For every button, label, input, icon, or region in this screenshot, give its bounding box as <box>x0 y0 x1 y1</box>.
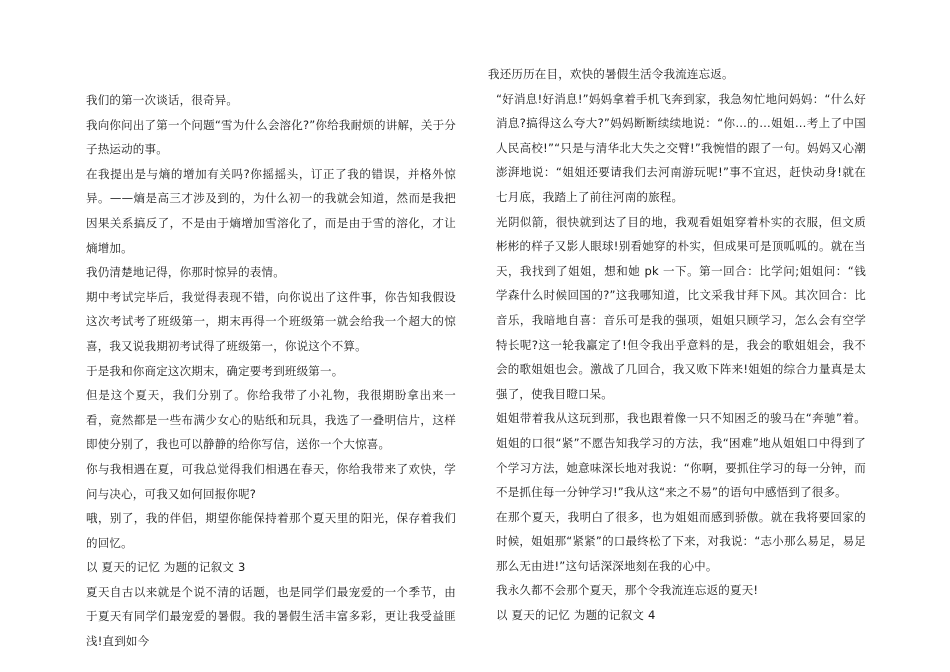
paragraph: 期中考试完毕后，我觉得表现不错，向你说出了这件事，你告知我假设这次考试考了班级第一，期末再得一个班级第一就会给我一个超大的惊喜，我又说我期初考试得了班级第一，你说这个不算。 <box>86 289 456 353</box>
paragraph: 于是我和你商定这次期末，确定要考到班级第一。 <box>86 363 344 378</box>
paragraph: 姐姐带着我从这玩到那，我也跟着像一只不知困乏的骏马在“奔驰”着。姐姐的口很“紧”不愿告知我学习的方法，我“困难”地从姐姐口中得到了个学习方法，她意味深长地对我说：“你啊，要抓住学习的每一分钟，而不是抓住每一分钟学习!”我从这“来之不易”的语句中感悟到了很多。 <box>496 411 866 500</box>
section-heading: 以 夏天的记忆 为题的记叙文 4 <box>496 608 656 623</box>
paragraph: 哦，别了，我的伴侣，期望你能保持着那个夏天里的阳光，保存着我们的回忆。 <box>86 511 456 550</box>
right-column <box>488 62 866 628</box>
left-column <box>78 88 456 654</box>
paragraph: “好消息!好消息!”妈妈拿着手机飞奔到家，我急匆忙地问妈妈：“什么好消息?搞得这么夸大?”妈妈断断续续地说：“你…的…姐姐…考上了中国人民高校!”“只是与清华北大失之交臂!”我惋惜的跟了一句。妈妈又心潮澎湃地说：“姐姐还要请我们去河南游玩呢!”事不宜迟，赶快动身!就在七月底，我踏上了前往河南的旅程。 <box>496 91 866 204</box>
paragraph: 你与我相遇在夏，可我总觉得我们相遇在春天，你给我带来了欢快，学问与决心，可我又如何回报你呢? <box>86 461 456 501</box>
paragraph: 我永久都不会那个夏天，那个令我流连忘返的夏天! <box>496 583 759 598</box>
section-heading: 以 夏天的记忆 为题的记叙文 3 <box>86 560 246 575</box>
paragraph: 但是这个夏天，我们分别了。你给我带了小礼物，我很期盼拿出来一看，竟然都是一些布满少女心的贴纸和玩具，我选了一叠明信片，这样即使分别了，我也可以静静的给你写信，送你一个大惊喜。 <box>86 388 456 452</box>
paragraph: 我还历历在目，欢快的暑假生活令我流连忘返。 <box>488 67 734 81</box>
paragraph: 我向你问出了第一个问题“雪为什么会溶化?”你给我耐烦的讲解，关于分子热运动的事。 <box>86 117 456 157</box>
paragraph: 夏天自古以来就是个说不清的话题，也是同学们最宠爱的一个季节，由于夏天有同学们最宠爱的暑假。我的暑假生活丰富多彩，更让我受益匪浅!直到如今 <box>86 584 456 649</box>
paragraph: 我仍清楚地记得，你那时惊异的表情。 <box>86 265 285 280</box>
paragraph: 在我提出是与熵的增加有关吗?你摇摇头，订正了我的错误，并格外惊异。——熵是高三才涉及到的，为什么初一的我就会知道，然而是我把因果关系搞反了，不是由于熵增加雪溶化了，而是由于雪的溶化，才让熵增加。 <box>86 166 456 255</box>
paragraph: 在那个夏天，我明白了很多，也为姐姐而感到骄傲。就在我将要回家的时候，姐姐那“紧紧”的口最终松了下来，对我说：“志小那么易足，易足那么无由进!”这句话深深地刻在我的心中。 <box>496 509 866 573</box>
paragraph: 光阴似箭，很快就到达了目的地，我观看姐姐穿着朴实的衣服，但文质彬彬的样子又影人眼球!别看她穿的朴实，但成果可是顶呱呱的。就在当天，我找到了姐姐，想和她 pk 一下。第一回合：比学问;姐姐问：“钱学森什么时候回国的?”这我哪知道，比文采我甘拜下风。其次回合：比音乐，我暗地自喜：音乐可是我的强项，姐姐只顾学习，怎么会有空学特长呢?这一轮我赢定了!但令我出乎意料的是，我会的歌姐姐会，我不会的歌姐姐也会。激战了几回合，我又败下阵来!姐姐的综合力量真是太强了，使我目瞪口呆。 <box>496 214 866 401</box>
paragraph: 我们的第一次谈话，很奇异。 <box>86 93 239 107</box>
